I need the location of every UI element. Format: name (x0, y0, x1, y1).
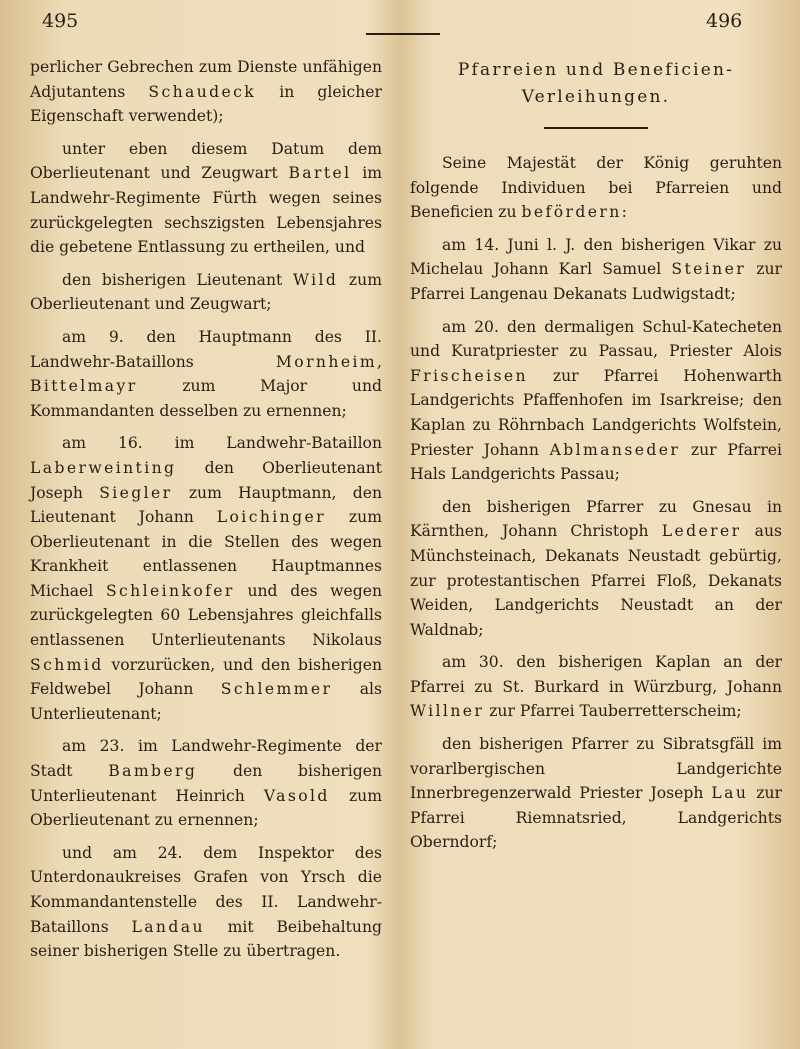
spaced-name: Landau (131, 917, 205, 936)
spaced-name: Bartel (288, 164, 352, 183)
left-column (30, 55, 382, 972)
spaced-name: Bittelmayr (30, 377, 138, 396)
right-page-number: 496 (706, 10, 743, 32)
left-paragraph: unter eben diesem Datum dem Oberlieutenant und Zeugwart Bartel im Landwehr-Regimente Fürth wegen seines zurückgelegten sechszigsten Lebensjahres die gebetene Entlassung zu ertheilen, und (30, 139, 382, 257)
spaced-name: Siegler (99, 483, 173, 502)
spaced-name: Bamberg (108, 762, 198, 781)
header-rule (366, 33, 440, 35)
left-paragraph: den bisherigen Lieutenant Wild zum Oberlieutenant und Zeugwart; (30, 270, 382, 314)
spaced-name: Mornheim (275, 352, 378, 371)
left-paragraph: am 23. im Landwehr-Regimente der Stadt Bamberg den bisherigen Unterlieutenant Heinrich Vasold zum Oberlieutenant zu ernennen; (30, 737, 382, 830)
spaced-name: Schlemmer (220, 680, 333, 699)
left-paragraph: am 9. den Hauptmann des II. Landwehr-Bataillons Mornheim, Bittelmayr zum Major und Kommandanten desselben zu ernennen; (30, 327, 382, 420)
spaced-name: Schleinkofer (105, 581, 235, 600)
spaced-name: Vasold (263, 786, 330, 805)
right-paragraph: den bisherigen Pfarrer zu Gnesau in Kärnthen, Johann Christoph Lederer aus Münchsteinach, Dekanats Neustadt gebürtig, zur protestantischen Pfarrei Floß, Dekanats Weiden, Landgerichts Neustadt an der Waldnab; (410, 497, 782, 639)
spaced-name: Frischeisen (410, 366, 528, 385)
heading-rule (544, 127, 648, 129)
right-paragraph: am 20. den dermaligen Schul-Katecheten und Kuratpriester zu Passau, Priester Alois Frischeisen zur Pfarrei Hohenwarth Landgerichts Pfaffenhofen im Isarkreise; den Kaplan zu Röhrnbach Landgerichts Wolfstein, Priester Johann Ablmanseder zur Pfarrei Hals Landgerichts Passau; (410, 317, 782, 484)
spaced-name: befördern (521, 203, 622, 222)
spaced-name: Ablmanseder (549, 440, 681, 459)
left-page-number: 495 (42, 10, 79, 32)
left-paragraph: am 16. im Landwehr-Bataillon Laberweinting den Oberlieutenant Joseph Siegler zum Hauptmann, den Lieutenant Johann Loichinger zum Oberlieutenant in die Stellen des wegen Krankheit entlassenen Hauptmannes Michael Schleinkofer und des wegen zurückgelegten 60 Lebensjahres gleichfalls entlassenen Unterlieutenants Nikolaus Schmid vorzurücken, und den bisherigen Feldwebel Johann Schlemmer als Unterlieutenant; (30, 434, 383, 723)
section-heading: Pfarreien und Beneficien-Verleihungen. (457, 60, 735, 107)
spaced-name: Loichinger (216, 508, 326, 527)
right-paragraph: Seine Majestät der König geruhten folgende Individuen bei Pfarreien und Beneficien zu befördern: (410, 154, 782, 222)
spaced-name: Willner (410, 702, 485, 721)
spaced-name: Lederer (661, 522, 742, 541)
right-paragraph: am 30. den bisherigen Kaplan an der Pfarrei zu St. Burkard in Würzburg, Johann Willner zur Pfarrei Tauberretterscheim; (410, 653, 782, 721)
left-paragraph: perlicher Gebrechen zum Dienste unfähigen Adjutantens Schaudeck in gleicher Eigenschaft verwendet); (30, 58, 382, 126)
spaced-name: Steiner (671, 260, 747, 279)
spaced-name: Laberweinting (30, 458, 177, 477)
spaced-name: Schaudeck (148, 82, 257, 101)
right-column (410, 55, 782, 863)
right-paragraph: am 14. Juni l. J. den bisherigen Vikar zu Michelau Johann Karl Samuel Steiner zur Pfarrei Langenau Dekanats Ludwigstadt; (410, 235, 783, 303)
right-paragraph: den bisherigen Pfarrer zu Sibratsgfäll im vorarlbergischen Landgerichte Innerbregenzerwald Priester Joseph Lau zur Pfarrei Riemnatsried, Landgerichts Oberndorf; (410, 735, 782, 852)
spaced-name: Lau (711, 784, 749, 803)
left-paragraph: und am 24. dem Inspektor des Unterdonaukreises Grafen von Yrsch die Kommandantenstelle des II. Landwehr-Bataillons Landau mit Beibehaltung seiner bisherigen Stelle zu übertragen. (30, 843, 382, 961)
spaced-name: Wild (292, 270, 339, 289)
spaced-name: Schmid (30, 655, 104, 674)
